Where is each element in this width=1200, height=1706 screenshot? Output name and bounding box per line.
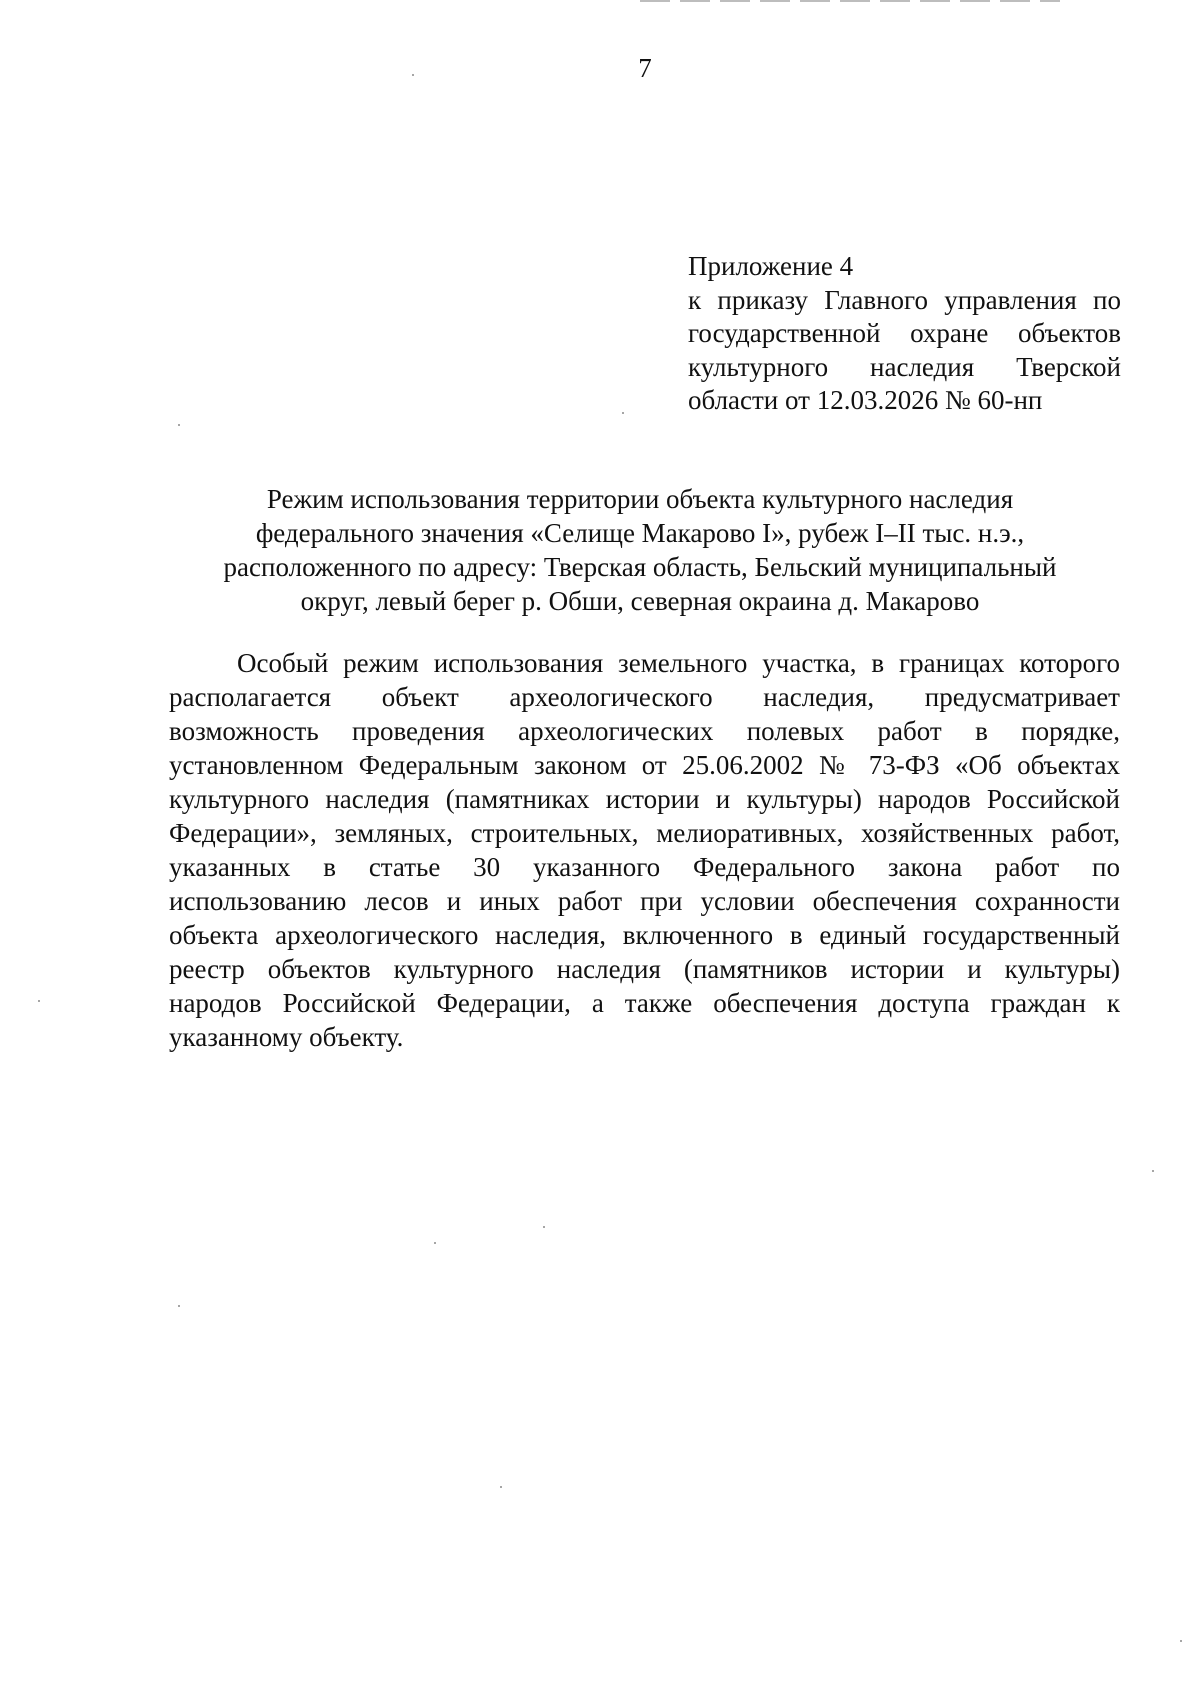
scan-speck bbox=[1152, 1170, 1154, 1172]
body-line: Федерации», земляных, строительных, мелиоративных, хозяйственных работ, bbox=[169, 818, 1120, 848]
title-line: расположенного по адресу: Тверская область, Бельский муниципальный bbox=[223, 552, 1057, 582]
scan-speck bbox=[543, 1226, 545, 1228]
scan-speck bbox=[500, 1486, 502, 1488]
body-line: располагается объект археологического наследия, предусматривает bbox=[169, 682, 1120, 712]
body-line: культурного наследия (памятниках истории и культуры) народов Российской bbox=[169, 784, 1120, 814]
body-line: реестр объектов культурного наследия (памятников истории и культуры) bbox=[169, 954, 1120, 984]
appendix-header bbox=[688, 250, 1121, 418]
scan-speck bbox=[622, 412, 624, 414]
scan-speck bbox=[178, 1305, 180, 1307]
title-line: округ, левый берег р. Обши, северная окраина д. Макарово bbox=[300, 586, 980, 616]
appendix-line: государственной охране объектов bbox=[688, 318, 1121, 348]
body-line: объекта археологического наследия, включенного в единый государственный bbox=[169, 920, 1120, 950]
scan-speck bbox=[38, 1000, 40, 1002]
scan-edge-artifact bbox=[640, 0, 1060, 2]
body-line: народов Российской Федерации, а также обеспечения доступа граждан к bbox=[169, 988, 1120, 1018]
scan-speck bbox=[1180, 1640, 1182, 1642]
body-paragraph bbox=[169, 646, 1120, 1054]
body-line: Особый режим использования земельного участка, в границах которого bbox=[237, 648, 1120, 678]
title-line: федерального значения «Селище Макарово I», рубеж I–II тыс. н.э., bbox=[255, 518, 1025, 548]
scan-speck bbox=[434, 1242, 436, 1244]
scan-speck bbox=[412, 74, 414, 76]
appendix-line: Приложение 4 bbox=[688, 251, 854, 281]
scan-speck bbox=[178, 424, 180, 426]
body-line: использованию лесов и иных работ при условии обеспечения сохранности bbox=[169, 886, 1120, 916]
appendix-line: области от 12.03.2026 № 60-нп bbox=[688, 385, 1043, 415]
body-line: указанному объекту. bbox=[169, 1022, 404, 1052]
body-line: возможность проведения археологических полевых работ в порядке, bbox=[169, 716, 1120, 746]
page-number: 7 bbox=[638, 53, 652, 83]
appendix-line: к приказу Главного управления по bbox=[688, 284, 1121, 315]
body-line: установленном Федеральным законом от 25.06.2002 № 73-ФЗ «Об объектах bbox=[169, 750, 1120, 780]
title-line: Режим использования территории объекта культурного наследия bbox=[266, 484, 1014, 514]
body-line: указанных в статье 30 указанного Федерального закона работ по bbox=[169, 852, 1120, 882]
document-title bbox=[150, 482, 1130, 618]
appendix-line: культурного наследия Тверской bbox=[688, 351, 1121, 382]
